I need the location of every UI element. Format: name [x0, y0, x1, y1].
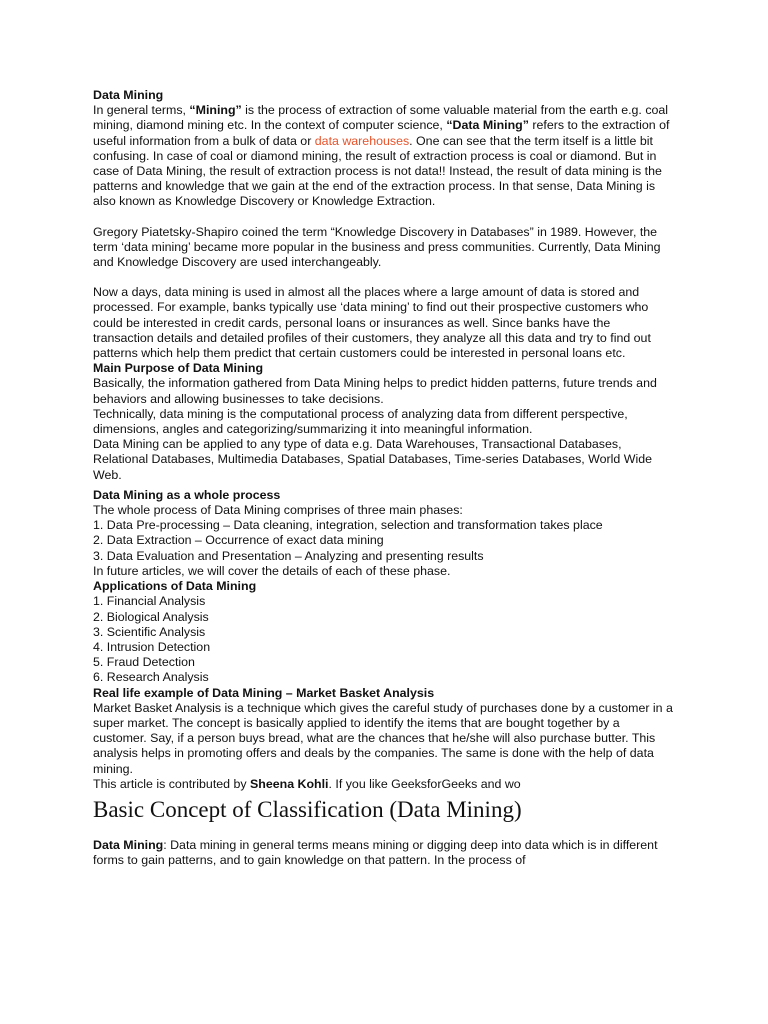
list-item: 4. Intrusion Detection [93, 639, 211, 654]
heading-main-purpose: Main Purpose of Data Mining [93, 361, 264, 376]
paragraph-future-articles: In future articles, we will cover the details of each of these phase. [93, 563, 451, 578]
heading-market-basket: Real life example of Data Mining – Market Basket Analysis [93, 685, 435, 700]
list-item: 2. Data Extraction – Occurrence of exact data mining [93, 533, 384, 548]
list-item: 1. Data Pre-processing – Data cleaning, integration, selection and transformation takes place [93, 518, 603, 533]
link-data-warehouses[interactable]: data warehouses [314, 133, 410, 148]
paragraph-phases-intro: The whole process of Data Mining comprises of three main phases: [93, 503, 463, 518]
bold-data-mining-term: Data Mining [93, 837, 164, 852]
paragraph-piatetsky: Gregory Piatetsky-Shapiro coined the term “Knowledge Discovery in Databases” in 1989. However, the term ‘data mining’ became more popular in the business and press communities. Currently, Data Mining and Knowledge Discovery are used interchangeably. [93, 224, 661, 270]
paragraph-now-a-days: Now a days, data mining is used in almost all the places where a large amount of data is stored and processed. For example, banks typically use ‘data mining’ to find out their prospective customers who could be interested in credit cards, personal loans or insurances as well. Since banks have the transaction details and detailed profiles of their customers, they analyze all this data and try to find out patterns which help them predict that certain customers could be interested in personal loans etc. [93, 285, 651, 361]
list-item: 3. Scientific Analysis [93, 624, 206, 639]
paragraph-contributed: This article is contributed by Sheena Kohli. If you like GeeksforGeeks and wo [93, 776, 521, 791]
list-item: 3. Data Evaluation and Presentation – Analyzing and presenting results [93, 548, 484, 563]
paragraph-market-basket: Market Basket Analysis is a technique which gives the careful study of purchases done by a customer in a super market. The concept is basically applied to identify the items that are bought together by a customer. Say, if a person buys bread, what are the chances that he/she will also purchase butter. This analysis helps in promoting offers and deals by the companies. The same is done with the help of data mining. [93, 700, 673, 776]
author-name: Sheena Kohli [250, 776, 329, 791]
list-item: 1. Financial Analysis [93, 594, 206, 609]
heading-whole-process: Data Mining as a whole process [93, 487, 281, 502]
bold-data-mining: “Data Mining” [446, 118, 529, 133]
list-item: 5. Fraud Detection [93, 655, 195, 670]
heading-data-mining: Data Mining [93, 88, 164, 102]
list-item: 2. Biological Analysis [93, 609, 209, 624]
paragraph-basically: Basically, the information gathered from Data Mining helps to predict hidden patterns, future trends and behaviors and allowing businesses to take decisions. [93, 376, 657, 406]
paragraph-classification: Data Mining: Data mining in general terms means mining or digging deep into data which is in different forms to gain patterns, and to gain knowledge on that pattern. In the process of [93, 837, 658, 868]
list-item: 6. Research Analysis [93, 670, 209, 685]
paragraph-applied-to: Data Mining can be applied to any type of data e.g. Data Warehouses, Transactional Databases, Relational Databases, Multimedia Databases, Spatial Databases, Time-series Databases, World Wide Web. [93, 437, 652, 482]
heading-applications: Applications of Data Mining [93, 579, 257, 594]
document-page [93, 88, 673, 868]
bold-mining: “Mining” [189, 103, 242, 118]
paragraph-intro: In general terms, “Mining” is the process of extraction of some valuable material from the earth e.g. coal mining, diamond mining etc. In the context of computer science, “Data Mining” refers to the extraction of useful information from a bulk of data or data warehouses. One can see that the term itself is a little bit confusing. In case of coal or diamond mining, the result of extraction process is coal or diamond. But in case of Data Mining, the result of extraction process is not data!! Instead, the result of data mining is the patterns and knowledge that we gain at the end of the extraction process. In that sense, Data Mining is also known as Knowledge Discovery or Knowledge Extraction. [93, 103, 670, 209]
page-title: Basic Concept of Classification (Data Mining) [93, 796, 522, 822]
paragraph-technically: Technically, data mining is the computational process of analyzing data from different perspective, dimensions, angles and categorizing/summarizing it into meaningful information. [93, 406, 628, 437]
